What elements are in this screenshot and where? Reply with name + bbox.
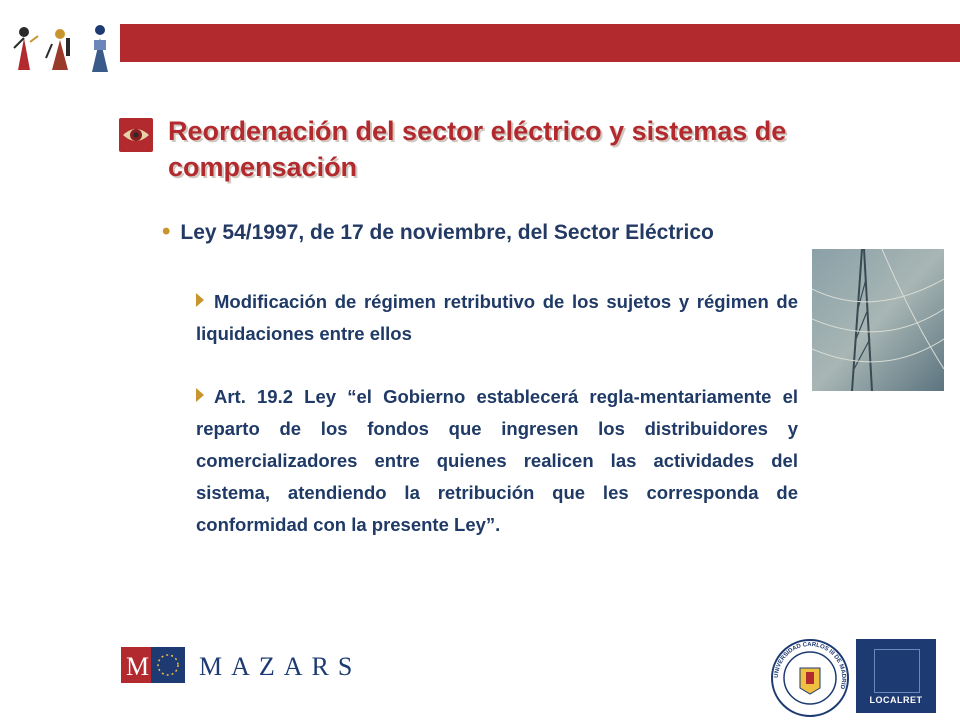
bullet-dot-icon: • bbox=[162, 218, 171, 245]
header-bar bbox=[120, 24, 960, 62]
bullet-arrow-icon bbox=[196, 293, 204, 307]
sub-bullet-2 bbox=[196, 381, 798, 541]
historical-figures-illustration bbox=[8, 14, 116, 76]
mazars-logo bbox=[121, 647, 367, 683]
main-bullet-text: Ley 54/1997, de 17 de noviembre, del Sector Eléctrico bbox=[180, 221, 714, 244]
localret-label: LOCALRET bbox=[869, 695, 923, 705]
mazars-letter: M bbox=[126, 652, 150, 681]
mazars-name: MAZARS bbox=[199, 652, 362, 681]
slide-title: Reordenación del sector eléctrico y sistemas de compensación bbox=[168, 116, 787, 182]
sub-bullet-2-text: Art. 19.2 Ley “el Gobierno establecerá regla-mentariamente el reparto de los fondos que ingresen los distribuidores y comercializadores entre quienes realicen las actividades del sistema, atendiendo la retribución que les corresponda de conformidad con la presente Ley”. bbox=[196, 386, 798, 535]
sub-bullet-1-text: Modificación de régimen retributivo de los sujetos y régimen de liquidaciones entre ellos bbox=[196, 291, 798, 344]
localret-logo bbox=[856, 639, 936, 713]
sub-bullet-1 bbox=[196, 286, 798, 350]
bullet-arrow-icon bbox=[196, 388, 204, 402]
main-bullet bbox=[162, 216, 882, 249]
localret-mark bbox=[874, 649, 920, 693]
seal-text: UNIVERSIDAD CARLOS III DE MADRID bbox=[773, 641, 847, 690]
university-seal bbox=[770, 638, 850, 718]
power-lines-photo bbox=[812, 249, 944, 391]
eye-emblem-icon bbox=[118, 117, 154, 153]
